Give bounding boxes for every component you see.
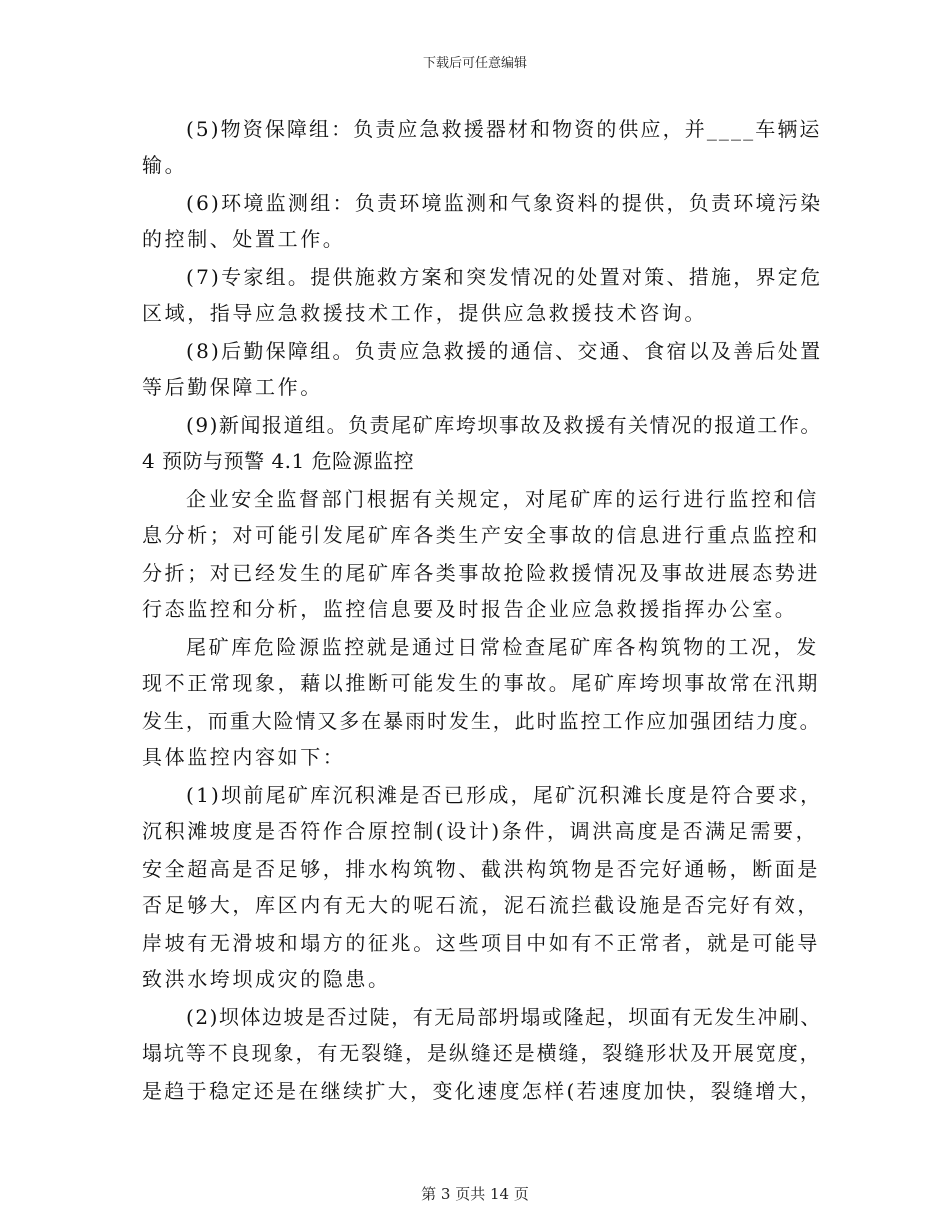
text-line: (8)后勤保障组。负责应急救援的通信、交通、食宿以及善后处置: [186, 339, 823, 363]
text-line: 输。: [142, 153, 188, 177]
text-line: 息分析；对可能引发尾矿库各类生产安全事故的信息进行重点监控和: [142, 523, 820, 547]
text-line: 现不正常现象，藉以推断可能发生的事故。尾矿库垮坝事故常在汛期: [142, 671, 820, 695]
text-line: 行态监控和分析，监控信息要及时报告企业应急救援指挥办公室。: [142, 597, 798, 621]
text-line: 企业安全监督部门根据有关规定，对尾矿库的运行进行监控和信: [186, 487, 819, 511]
text-line: 岸坡有无滑坡和塌方的征兆。这些项目中如有不正常者，就是可能导: [142, 931, 820, 955]
text-line: 是趋于稳定还是在继续扩大，变化速度怎样(若速度加快，裂缝增大，: [142, 1079, 823, 1103]
text-line: 的控制、处置工作。: [142, 227, 346, 251]
text-line: 区域，指导应急救援技术工作，提供应急救援技术咨询。: [142, 301, 707, 325]
text-line: (2)坝体边坡是否过陡，有无局部坍塌或隆起，坝面有无发生冲刷、: [186, 1005, 822, 1029]
text-line: 发生，而重大险情又多在暴雨时发生，此时监控工作应加强团结力度。: [142, 709, 822, 733]
text-line: (1)坝前尾矿库沉积滩是否已形成，尾矿沉积滩长度是符合要求，: [186, 783, 823, 807]
text-line: (7)专家组。提供施救方案和突发情况的处置对策、措施，界定危: [186, 265, 823, 289]
section-heading: 4 预防与预警 4.1 危险源监控: [142, 449, 415, 473]
text-line: (9)新闻报道组。负责尾矿库垮坝事故及救援有关情况的报道工作。: [186, 413, 822, 437]
text-line: (6)环境监测组：负责环境监测和气象资料的提供，负责环境污染: [186, 191, 823, 215]
text-line: 分折；对已经发生的尾矿库各类事故抢险救援情况及事故进展态势进: [142, 561, 820, 585]
page-footer: 第 3 页共 14 页: [421, 1185, 529, 1203]
text-line: 安全超高是否足够，排水构筑物、截洪构筑物是否完好通畅，断面是: [142, 857, 820, 881]
text-line: 尾矿库危险源监控就是通过日常检查尾矿库各构筑物的工况，发: [186, 635, 819, 659]
page-header: 下载后可任意编辑: [422, 56, 527, 71]
text-line: 否足够大，库区内有无大的呢石流，泥石流拦截设施是否完好有效，: [142, 893, 820, 917]
text-line: 等后勤保障工作。: [142, 375, 323, 399]
text-line: 塌坑等不良现象，有无裂缝，是纵缝还是横缝，裂缝形状及开展宽度，: [142, 1041, 822, 1065]
text-line: (5)物资保障组：负责应急救援器材和物资的供应，并____车辆运: [186, 117, 822, 141]
text-line: 致洪水垮坝成灾的隐患。: [142, 967, 391, 991]
text-line: 沉积滩坡度是否符作合原控制(设计)条件，调洪高度是否满足需要，: [142, 819, 819, 843]
text-line: 具体监控内容如下：: [142, 745, 346, 769]
